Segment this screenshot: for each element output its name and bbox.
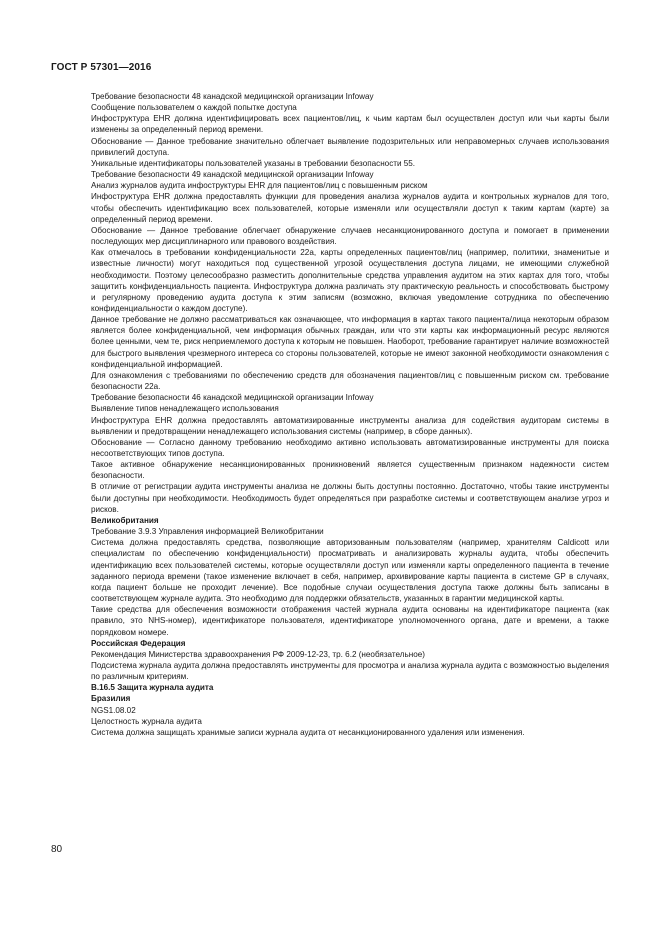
- paragraph: Уникальные идентификаторы пользователей указаны в требовании безопасности 55.: [91, 158, 416, 168]
- paragraph: Сообщение пользователем о каждой попытке доступа: [91, 103, 297, 113]
- paragraph: Обоснование — Данное требование облегчает обнаружение случаев несанкционированного доступа и помогает в применении последующих мер дисциплинарного или правового воздействия.: [91, 225, 609, 247]
- paragraph: Требование 3.9.3 Управления информацией Великобритании: [91, 527, 324, 537]
- paragraph: Обоснование — Согласно данному требованию необходимо активно использовать автоматизированные инструменты для поиска несоответствующих типов доступа.: [91, 437, 609, 458]
- paragraph: Инфоструктура EHR должна предоставлять автоматизированные инструменты анализа для содействия аудиторам системы в выявлении и предотвращении ненадлежащего использования системы (например, в сборе данных).: [91, 415, 609, 436]
- paragraph: Требование безопасности 48 канадской медицинской организации Infoway: [91, 92, 374, 101]
- paragraph: NGS1.08.02: [91, 705, 136, 715]
- section-heading: Бразилия: [91, 694, 131, 704]
- paragraph: Инфоструктура EHR должна идентифицировать всех пациентов/лиц, к чьим картам был осуществлен доступ или чьи карты были изменены за определенный период времени.: [91, 114, 609, 135]
- document-header: ГОСТ Р 57301—2016: [51, 62, 152, 73]
- paragraph: Анализ журналов аудита инфоструктуры EHR для пациентов/лиц с повышенным риском: [91, 181, 428, 191]
- section-heading: В.16.5 Защита журнала аудита: [91, 683, 214, 693]
- section-heading: Российская Федерация: [91, 638, 186, 648]
- paragraph: Система должна защищать хранимые записи журнала аудита от несанкционированного удаления или изменения.: [91, 727, 525, 737]
- paragraph: Такое активное обнаружение несанкционированных проникновений является существенным признаком надежности систем безопасности.: [91, 460, 609, 481]
- page-number: 80: [51, 844, 63, 855]
- paragraph: Требование безопасности 46 канадской медицинской организации Infoway: [91, 393, 374, 403]
- section-heading: Великобритания: [91, 515, 159, 525]
- paragraph: Подсистема журнала аудита должна предоставлять инструменты для просмотра и анализа журнала аудита с возможностью выделения по различным критериям.: [91, 660, 609, 682]
- paragraph: Инфоструктура EHR должна предоставлять функции для проведения анализа журналов аудита и контрольных журналов для того, чтобы обеспечить идентификацию всех пользователей, которые изменяли или осуществляли доступ к таким картам (карте) за определенный период времени.: [91, 192, 609, 224]
- paragraph: Целостность журнала аудита: [91, 716, 202, 726]
- paragraph: Данное требование не должно рассматриваться как означающее, что информация в картах такого пациента/лица некоторым образом является более конфиденциальной, чем информация обычных граждан, или что эти карты как информационный ресурс являются более ценными, чем те, риск неприемлемого доступа к которым не повышен. Наоборот, требование гарантирует наличие возможностей для быстрого выявления чрезмерного интереса со стороны пользователей, которые не имеют законной необходимости ознакомления с конфиденциальной информацией.: [91, 315, 609, 369]
- paragraph: Как отмечалось в требовании конфиденциальности 22а, карты определенных пациентов/лиц (например, политики, знаменитые и известные личности) могут находиться под существенной угрозой осуществления доступа лицами, не имеющими служебной необходимости. Поэтому целесообразно разместить дополнительные средства управления аудитом на этих картах для того, чтобы защитить конфиденциальность пациента. Инфоструктура должна различать эту практическую реальность и способствовать быстрому и регулярному проведению аудита доступа к этим записям (возможно, включая уведомление сотрудника по обеспечению конфиденциальности о каждом доступе).: [91, 248, 609, 313]
- paragraph: В отличие от регистрации аудита инструменты анализа не должны быть доступны постоянно. Достаточно, чтобы такие инструменты были доступны при необходимости. Необходимость будет определяться при разработке системы и соответствующем анализе угроз и рисков.: [91, 482, 609, 514]
- paragraph: Рекомендация Министерства здравоохранения РФ 2009-12-23, тр. 6.2 (необязательное): [91, 649, 425, 659]
- paragraph: Система должна предоставлять средства, позволяющие авторизованным пользователям (например, хранителям Caldicott или специалистам по обеспечению конфиденциальности) просматривать и анализировать журналы аудита, чтобы обеспечить идентификацию всех пользователей системы, которые осуществляли доступ или изменяли карты определенного пациента в течение заданного периода времени (такое изменение включает в себя, например, архивирование карты пациента в системе GP в случаях, когда пациент больше не проходит лечение). Все подобные случаи осуществления доступа также должны быть записаны в соответствующем журнале аудита. Это необходимо для поддержки обязательств, указанных в гарантии медицинской карты.: [91, 538, 609, 604]
- paragraph: Требование безопасности 49 канадской медицинской организации Infoway: [91, 170, 374, 180]
- paragraph: Выявление типов ненадлежащего использования: [91, 404, 279, 414]
- paragraph: Такие средства для обеспечения возможности отображения частей журнала аудита основаны на идентификаторе пациента (как правило, это NHS-номер), идентификаторе пользователя, идентификаторе уполномоченного органа, дате и времени, а также порядковом номере.: [91, 605, 609, 637]
- document-body: [91, 91, 609, 738]
- paragraph: Для ознакомления с требованиями по обеспечению средств для обозначения пациентов/лиц с повышенным риском см. требование безопасности 22а.: [91, 370, 609, 392]
- paragraph: Обоснование — Данное требование значительно облегчает выявление подозрительных или неправомерных случаев использования привилегий доступа.: [91, 136, 609, 157]
